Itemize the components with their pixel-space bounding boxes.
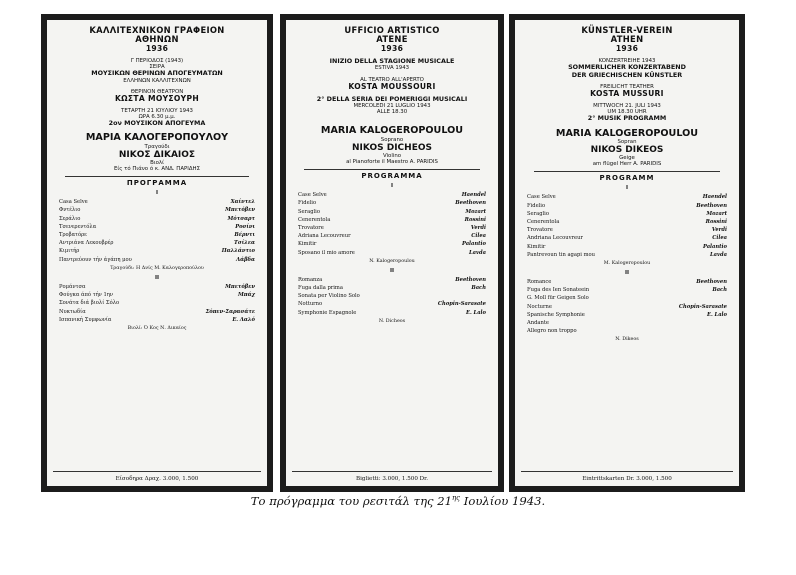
piece-title: Trovatore — [298, 224, 324, 231]
list-item — [298, 284, 486, 292]
caption-text: Το πρόγραμμα του ρεσιτάλ της 21 — [250, 494, 452, 508]
list-item — [59, 291, 255, 299]
piece-title: Παντρεύουν τήν άγάπη μου — [59, 256, 132, 263]
piece-title: Cenerentola — [298, 216, 331, 223]
composer: Lavda — [709, 251, 727, 258]
piece-title: Casa Selve — [59, 199, 88, 206]
composer: Μότσαρτ — [227, 215, 255, 222]
piece-title: Fidelio — [527, 202, 546, 209]
program-list-part2 — [521, 278, 733, 335]
list-item — [298, 199, 486, 207]
list-item — [527, 286, 727, 294]
list-item — [298, 208, 486, 216]
header-line: ΑΘΗΝΩΝ — [135, 34, 179, 45]
list-item — [527, 210, 727, 218]
performer-role: Τραγούδι — [144, 144, 170, 151]
performer-soprano: ΜΑΡΙΑ ΚΑΛΟΓΕΡΟΠΟΥΛΟΥ — [85, 132, 229, 144]
program-greek-sheet — [47, 20, 267, 486]
composer: E. Lalo — [706, 311, 727, 318]
list-item — [298, 240, 486, 248]
list-item — [527, 327, 727, 335]
piece-title: Adriana Lecouvreur — [298, 233, 351, 240]
composer: Beethoven — [455, 200, 486, 207]
composer: E. Lalo — [465, 309, 486, 316]
composer: Μπετόβεν — [225, 207, 255, 214]
piece-title: Τροβατόρε — [59, 232, 87, 239]
composer: Μπάχ — [238, 292, 255, 299]
composer: Παλλάντιο — [221, 248, 255, 255]
series-line: ESTIVA 1943 — [374, 65, 410, 72]
performer-note: M. Kalogeropoulou — [603, 260, 651, 266]
piece-title: Φούγκα άπό τήν 1ην — [59, 292, 114, 299]
piece-title: Cenerentola — [527, 218, 560, 225]
list-item — [298, 292, 486, 300]
event-title: DER GRIECHISCHEN KÜNSTLER — [571, 70, 683, 79]
performer-note: N. Dicheos — [378, 318, 406, 324]
piece-title: Κιμιτήρ — [59, 248, 80, 255]
composer: Mozart — [706, 210, 727, 217]
header-line: KÜNSTLER-VEREIN — [581, 25, 673, 35]
date-line: MERCOLEDI 21 LUGLIO 1943 — [353, 103, 431, 110]
piece-title: Allegro non troppo — [527, 328, 577, 335]
performer-violin: ΝΙΚΟΣ ΔΙΚΑΙΟΣ — [118, 150, 196, 161]
venue-line: ΘΕΡΙΝΟΝ ΘΕΑΤΡΟΝ — [130, 88, 184, 95]
divider — [534, 171, 721, 172]
composer: Verdi — [470, 224, 486, 231]
piece-title: Case Selve — [298, 192, 327, 199]
event-title: 2° DELLA SERIA DEI POMERIGGI MUSICALI — [316, 95, 468, 104]
venue-line: AL TEATRO ALL'APERTO — [360, 76, 424, 83]
list-item — [527, 193, 727, 201]
piece-title: Αντριάνα Λεκουβρέρ — [59, 240, 114, 247]
composer: Beethoven — [696, 202, 727, 209]
program-list-part1 — [521, 193, 733, 259]
part-number: II — [624, 269, 629, 276]
program-title: PROGRAMM — [599, 174, 655, 183]
figure-caption — [0, 494, 796, 508]
piece-title: Romanza — [298, 276, 323, 283]
program-list-part2 — [53, 283, 261, 324]
list-item — [59, 223, 255, 231]
program-list-part1 — [53, 198, 261, 264]
piece-title: Seraglio — [527, 210, 549, 217]
list-item — [527, 226, 727, 234]
venue-name: ΚΩΣΤΑ ΜΟΥΣΟΥΡΗ — [114, 93, 199, 103]
header-line: ATHEN — [610, 34, 644, 45]
piece-title: G. Moll für Geigen Solo — [527, 295, 589, 302]
program-list-part2 — [292, 276, 492, 317]
list-item — [59, 231, 255, 239]
list-item — [527, 234, 727, 242]
performer-role: Soprano — [380, 137, 404, 144]
composer: Ροσίνι — [235, 223, 255, 230]
caption-superscript: ης — [451, 494, 461, 503]
list-item — [59, 198, 255, 206]
concert-number: 2° MUSIK PROGRAMM — [587, 114, 667, 123]
series-line: KONZERTREIHE 1943 — [598, 58, 656, 65]
composer: Τσίλεα — [234, 240, 255, 247]
piece-title: Trovatore — [527, 227, 553, 234]
piece-title: Sonata per Violino Solo — [298, 293, 360, 300]
ticket-prices: Είσοδηρα Δραχ. 3.000, 1.500 — [53, 471, 261, 482]
list-item — [298, 300, 486, 308]
composer: Σόπεν-Σαρασάτε — [205, 308, 255, 315]
piece-title: Romance — [527, 279, 552, 286]
part-number: II — [389, 267, 394, 274]
piece-title: Pantrevoun tin agapi mou — [527, 251, 595, 258]
piece-title: Sposano il mio amore — [298, 249, 355, 256]
program-german-sheet — [515, 20, 739, 486]
concert-number: 2ον ΜΟΥΣΙΚΟΝ ΑΠΟΓΕΥΜΑ — [108, 119, 206, 128]
performer-role: Geige — [619, 155, 635, 162]
list-item — [298, 249, 486, 257]
series-line: ΣΕΙΡΑ — [149, 64, 165, 71]
composer: Ε. Λαλό — [232, 316, 255, 323]
composer: Haendel — [702, 194, 727, 201]
piece-title: Case Selve — [527, 194, 556, 201]
list-item — [527, 319, 727, 327]
piece-title: Νυκτωδία — [59, 308, 86, 315]
event-subtitle: ΕΛΛΗΝΩΝ ΚΑΛΛΙΤΕΧΝΩΝ — [123, 77, 191, 84]
piece-title: Φντέλιο — [59, 207, 81, 214]
header-year: 1936 — [145, 43, 169, 53]
composer: Palantio — [702, 243, 727, 250]
list-item — [298, 276, 486, 284]
divider — [65, 176, 248, 177]
program-german — [509, 14, 745, 492]
composer: Chopin-Sarasate — [678, 303, 727, 310]
performer-note: N. Dikeos — [615, 337, 639, 343]
part-number: I — [390, 183, 393, 190]
part-number: I — [625, 185, 628, 192]
piece-title: Nocturne — [527, 303, 552, 310]
piano-line: am flügel Herr A. PARIDIS — [592, 161, 662, 168]
part-number: Ι — [155, 190, 158, 197]
list-item — [59, 316, 255, 324]
composer: Βέρντι — [234, 232, 255, 239]
composer: Haendel — [461, 192, 486, 199]
list-item — [527, 278, 727, 286]
program-italian — [280, 14, 504, 492]
list-item — [298, 232, 486, 240]
composer: Cilea — [471, 233, 486, 240]
piece-title: Σεράλιο — [59, 215, 81, 222]
piece-title: Τσενερεντόλα — [59, 223, 97, 230]
list-item — [59, 299, 255, 307]
piano-line: Είς τό Πιάνο ό κ. ΑΝΔ. ΠΑΡΙΔΗΣ — [114, 166, 200, 173]
divider — [304, 169, 480, 170]
list-item — [59, 206, 255, 214]
program-title: ΠΡΟΓΡΑΜΜΑ — [126, 179, 188, 188]
performer-role: Βιολί — [150, 160, 164, 167]
composer: Lavda — [468, 249, 486, 256]
piece-title: Kimitir — [527, 243, 546, 250]
header-line: UFFICIO ARTISTICO — [344, 25, 440, 35]
piece-title: Andriana Lecouvreur — [527, 235, 583, 242]
performer-violin: NIKOS DICHEOS — [352, 143, 432, 154]
piece-title: Ισπανική Συμφωνία — [59, 316, 112, 323]
piece-title: Σονάτα διά βιολί Σόλο — [59, 300, 120, 307]
program-title: PROGRAMMA — [361, 172, 423, 181]
list-item — [59, 283, 255, 291]
venue-name: KOSTA MOUSSOURI — [348, 81, 436, 91]
composer: Beethoven — [455, 276, 486, 283]
part-number: ΙΙ — [154, 274, 159, 281]
performer-note: Βιολί: Ό Κος Ν. Δικαίος — [127, 325, 187, 331]
performer-note: Τραγούδι: Η Δνίς Μ. Καλογεροπούλου — [110, 265, 204, 271]
piece-title: Fuga des Ien Sonateein — [527, 287, 590, 294]
composer: Cilea — [712, 235, 727, 242]
piece-title: Fidelio — [298, 200, 317, 207]
time-line: ALLE 18.30 — [376, 109, 408, 116]
venue-line: FREILICHT TEATHER — [600, 83, 654, 90]
event-title: ΜΟΥΣΙΚΩΝ ΘΕΡΙΝΩΝ ΑΠΟΓΕΥΜΑΤΩΝ — [91, 69, 223, 78]
performer-role: Sopran — [617, 139, 637, 146]
series-line: Γ ΠΕΡΙΟΔΟΣ (1943) — [130, 58, 184, 65]
list-item — [298, 191, 486, 199]
date-line: MITTWOCH 21. JULI 1943 — [593, 103, 661, 110]
performer-note: N. Kalogeropoulou — [369, 258, 415, 264]
list-item — [59, 247, 255, 255]
performer-soprano: MARIA KALOGEROPOULOU — [320, 125, 464, 137]
composer: Palantio — [461, 241, 486, 248]
program-italian-sheet — [286, 20, 498, 486]
list-item — [59, 215, 255, 223]
composer: Mozart — [465, 208, 486, 215]
list-item — [527, 202, 727, 210]
header-line: ΚΑΛΛΙΤΕΧΝΙΚΟΝ ΓΡΑΦΕΙΟΝ — [89, 25, 225, 35]
ticket-prices: Eintrittskarten Dr. 3.000, 1.500 — [521, 471, 733, 482]
piece-title: Fuga dalla prima — [298, 285, 343, 292]
program-list-part1 — [292, 191, 492, 257]
list-item — [527, 311, 727, 319]
composer: Chopin-Sarasate — [437, 301, 486, 308]
time-line: ΩΡΑ 6.30 μ.μ. — [138, 114, 176, 121]
piano-line: al Pianoforte il Maestro A. PARIDIS — [346, 159, 438, 166]
piece-title: Kimitir — [298, 241, 317, 248]
list-item — [298, 309, 486, 317]
piece-title: Seraglio — [298, 208, 320, 215]
list-item — [59, 308, 255, 316]
performer-soprano: MARIA KALOGEROPOULOU — [555, 127, 699, 139]
piece-title: Andante — [527, 320, 549, 327]
piece-title: Ρομάντσα — [59, 283, 86, 290]
header-year: 1936 — [380, 43, 404, 53]
date-line: ΤΕΤΑΡΤΗ 21 ΙΟΥΛΙΟΥ 1943 — [121, 108, 193, 115]
composer: Rossini — [464, 216, 486, 223]
list-item — [59, 256, 255, 264]
list-item — [527, 218, 727, 226]
composer: Rossini — [705, 218, 727, 225]
list-item — [527, 294, 727, 302]
list-item — [527, 303, 727, 311]
composer: Bach — [471, 285, 486, 292]
piece-title: Symphonie Espagnole — [298, 309, 357, 316]
composer: Λάβδα — [236, 256, 255, 263]
list-item — [527, 243, 727, 251]
list-item — [527, 251, 727, 259]
event-title: SOMMERLICHER KONZERTABEND — [568, 63, 686, 72]
composer: Beethoven — [696, 279, 727, 286]
list-item — [59, 239, 255, 247]
performer-role: Violino — [382, 153, 402, 160]
composer: Verdi — [711, 227, 727, 234]
composer: Μπετόβεν — [225, 283, 255, 290]
program-greek — [41, 14, 273, 492]
header-year: 1936 — [615, 43, 639, 53]
venue-name: KOSTA MUSSURI — [590, 88, 664, 98]
caption-tail: Ιουλίου 1943. — [460, 494, 546, 508]
piece-title: Notturno — [298, 301, 323, 308]
ticket-prices: Biglietti: 3.000, 1.500 Dr. — [292, 471, 492, 482]
series-line: INIZIO DELLA STAGIONE MUSICALE — [329, 57, 455, 66]
list-item — [298, 224, 486, 232]
composer: Bach — [712, 287, 727, 294]
time-line: UM 18.30 UHR — [607, 109, 647, 116]
composer: Χαίντελ — [230, 199, 255, 206]
performer-violin: NIKOS DIKEOS — [590, 145, 664, 156]
list-item — [298, 216, 486, 224]
piece-title: Spanische Symphonie — [527, 311, 585, 318]
header-line: ATENE — [376, 34, 408, 45]
